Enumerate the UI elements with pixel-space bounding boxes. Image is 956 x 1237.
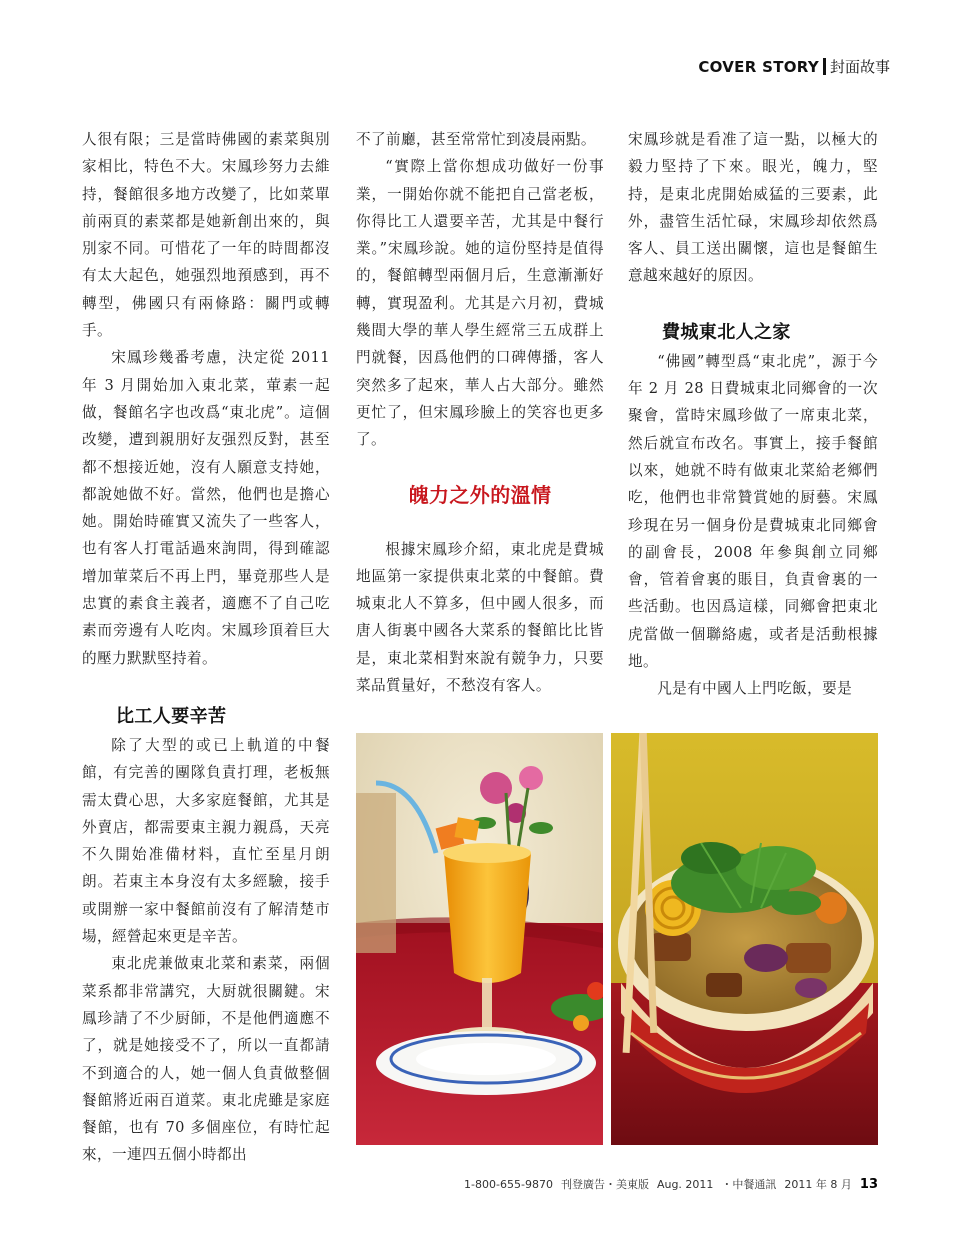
paragraph: 東北虎兼做東北菜和素菜，兩個菜系都非常講究，大厨就很關鍵。宋鳳珍請了不少厨師，不是他們適應不了，就是她接受不了，所以一直都請不到適合的人，她一個人負責做整個餐館將近兩百道菜。東北虎雖是家庭餐館，也有 70 多個座位，有時忙起來，一連四五個小時都出 — [82, 955, 330, 1164]
section-label-zh: 封面故事 — [829, 58, 890, 76]
paragraph: 宋鳳珍幾番考慮，決定從 2011 年 3 月開始加入東北菜，葷素一起做，餐館名字也改爲“東北虎”。這個改變，遭到親朋好友强烈反對，甚至都不想接近她，沒有人願意支持她，都說她做不好。當然，他們也是擔心她。開始時確實又流失了一些客人，也有客人打電話過來詢問，得到確認增加葷菜后不再上門，畢竟那些人是忠實的素食主義者，適應不了自己吃素而旁邊有人吃肉。宋鳳珍頂着巨大的壓力默默堅持着。 — [82, 349, 330, 667]
paragraph: 不了前廳，甚至常常忙到凌晨兩點。 — [356, 131, 596, 148]
ad-text: 刊登廣告・美東版 — [560, 1178, 649, 1191]
page-footer — [464, 1176, 878, 1192]
mango-smoothie-glass-photo-icon — [356, 733, 603, 1145]
paragraph: “佛國”轉型爲“東北虎”，源于今年 2 月 28 日費城東北同鄉會的一次聚會，當時宋鳳珍做了一席東北菜，然后就宣布改名。事實上，接手餐館以來，她就不時有做東北菜給老鄉們吃，他們也非常贊賞她的厨藝。宋鳳珍現在另一個身份是費城東北同鄉會的副會長，2008 年參與創立同鄉會，管着會裏的賬目，負責會裏的一些活動。也因爲這樣，同鄉會把東北虎當做一個聯絡處，或者是活動根據地。 — [628, 352, 878, 671]
article-column-2 — [356, 126, 604, 699]
paragraph: “實際上當你想成功做好一份事業，一開始你就不能把自己當老板，你得比工人還要辛苦，尤其是中餐行業。”宋鳳珍說。她的這份堅持是值得的，餐館轉型兩個月后，生意漸漸好轉，實現盈利。尤其是六月初，費城幾間大學的華人學生經常三五成群上門就餐，因爲他們的口碑傳播，客人突然多了起來，華人占大部分。雖然更忙了，但宋鳳珍臉上的笑容也更多了。 — [356, 158, 604, 449]
page-number: 13 — [859, 1177, 878, 1192]
paragraph: 凡是有中國人上門吃飯，要是 — [657, 680, 853, 698]
section-heading: 費城東北人之家 — [662, 321, 791, 343]
header-divider — [823, 58, 826, 75]
publication-name: ・中餐通訊 — [721, 1178, 777, 1191]
section-heading: 魄力之外的溫情 — [408, 482, 552, 507]
paragraph: 宋鳳珍就是看准了這一點，以極大的毅力堅持了下來。眼光，魄力，堅持，是東北虎開始威猛的三要素，此外，盡管生活忙碌，宋鳳珍却依然爲客人、員工送出關懷，這也是餐館生意越來越好的原因。 — [628, 131, 878, 285]
paragraph: 除了大型的或已上軌道的中餐館，有完善的團隊負責打理，老板無需太費心思，大多家庭餐館，尤其是外賣店，都需要東主親力親爲，天亮不久開始准備材料，直忙至星月朗朗。若東主本身沒有太多經驗，接手或開辦一家中餐館前沒有了解清楚市場，經營起來更是辛苦。 — [82, 736, 330, 946]
stew-bowl-with-corn-and-cilantro-photo-icon — [611, 733, 878, 1145]
article-column-3 — [628, 126, 878, 703]
issue-date-en: Aug. 2011 — [656, 1178, 714, 1191]
section-heading: 比工人要辛苦 — [116, 705, 227, 727]
paragraph: 人很有限；三是當時佛國的素菜與別家相比，特色不大。宋鳳珍努力去維持，餐館很多地方改變了，比如菜單前兩頁的素菜都是她新創出來的，與別家不同。可惜花了一年的時間都沒有太大起色，她强烈地預感到，再不轉型，佛國只有兩條路：關門或轉手。 — [82, 131, 330, 340]
stew-bowl-photo — [611, 733, 878, 1145]
paragraph: 根據宋鳳珍介紹，東北虎是費城地區第一家提供東北菜的中餐館。費城東北人不算多，但中國人很多，而唐人街裏中國各大菜系的餐館比比皆是，東北菜相對來說有競争力，只要菜品質量好，不愁沒有客人。 — [356, 540, 604, 695]
section-label-en: COVER STORY — [698, 57, 819, 76]
issue-date-zh: 2011 年 8 月 — [784, 1178, 852, 1191]
mango-smoothie-photo — [356, 733, 603, 1145]
phone-number: 1-800-655-9870 — [464, 1178, 553, 1191]
article-column-1 — [82, 126, 330, 1169]
section-header — [698, 56, 890, 77]
